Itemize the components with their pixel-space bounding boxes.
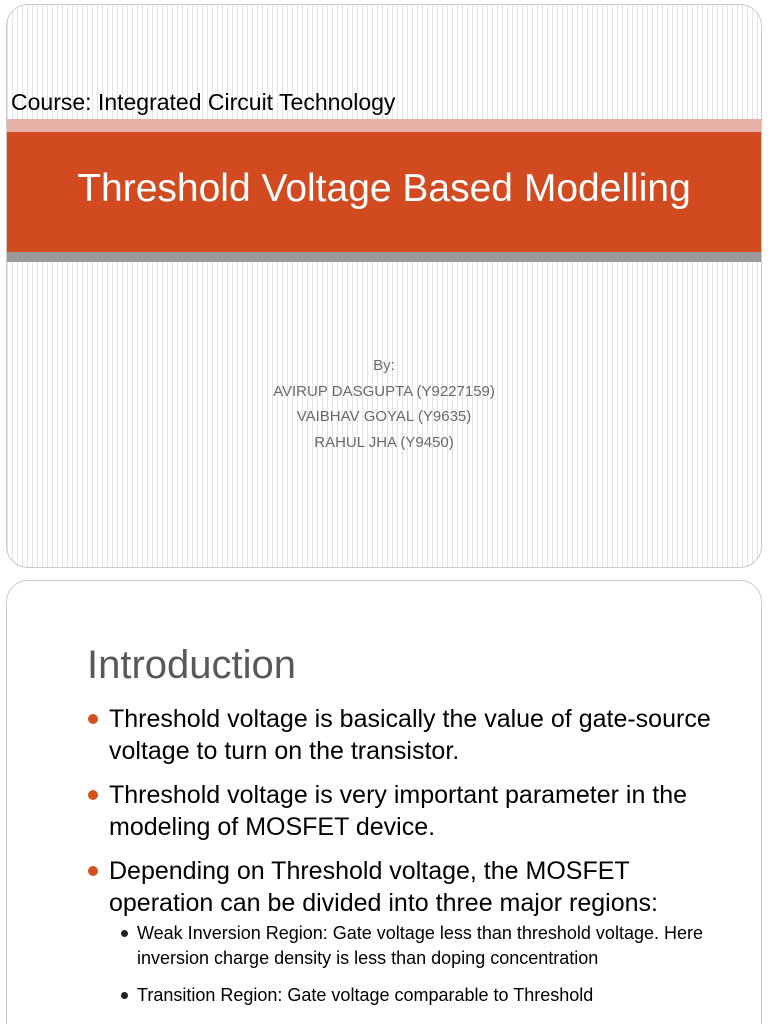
slide-title: Threshold Voltage Based Modelling: [77, 167, 691, 210]
author-name: AVIRUP DASGUPTA (Y9227159): [273, 382, 495, 400]
bullet-list: [87, 703, 737, 931]
sub-bullet-text: Transition Region: Gate voltage comparable to Threshold: [137, 985, 594, 1005]
bullet-icon: [88, 866, 98, 876]
bullet-icon: [88, 714, 98, 724]
bullet-icon: [88, 790, 98, 800]
slide-heading: Introduction: [87, 643, 297, 687]
sub-bullet-text: Weak Inversion Region: Gate voltage less than threshold voltage. Here inversion charge density is less than doping concentration: [137, 923, 703, 968]
sub-bullet-icon: [121, 992, 128, 999]
author-name: RAHUL JHA (Y9450): [314, 433, 454, 451]
accent-strip: [7, 119, 761, 132]
sub-bullet-list: [119, 921, 719, 1020]
slide-2: [6, 580, 762, 1024]
slide-1: [6, 4, 762, 568]
sub-bullet-icon: [121, 930, 128, 937]
bullet-text: Threshold voltage is very important parameter in the modeling of MOSFET device.: [109, 781, 688, 841]
author-name: VAIBHAV GOYAL (Y9635): [296, 408, 472, 425]
bullet-item: [87, 703, 737, 767]
bullet-text: Threshold voltage is basically the value of gate-source voltage to turn on the transistor.: [109, 705, 711, 765]
sub-bullet-item: [119, 983, 719, 1008]
course-label: Course: Integrated Circuit Technology: [11, 89, 396, 115]
divider-strip: [7, 252, 761, 262]
by-label: By:: [373, 357, 395, 374]
author-block: [7, 353, 761, 455]
bullet-text: Depending on Threshold voltage, the MOSFET operation can be divided into three major regions:: [109, 857, 658, 917]
sub-bullet-item: [119, 921, 719, 971]
bullet-item: [87, 855, 737, 919]
bullet-item: [87, 779, 737, 843]
